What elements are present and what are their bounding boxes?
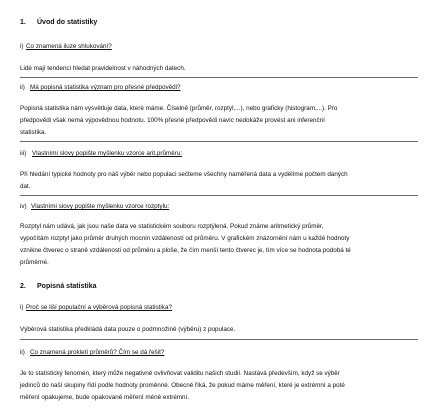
section-2-title: Popisná statistika — [37, 283, 97, 290]
answer-3-line-1: Při hledání typické hodnoty pro náš výběr nebo populaci sečteme všechny naměřená data a vydělíme počtem daných — [20, 171, 348, 178]
answer-6-line-1: Je to statistický fenomén, který může negativně ovlivňovat validitu našich studií. Nastává především, když se výběr — [20, 370, 340, 377]
question-2: Má popisná statistika význam pro přesné předpovědi? — [30, 84, 181, 91]
answer-4-line-3: vznikne čtverec o straně vzdálenosti od průměru a ploše, že čím menší tento čtverec je, tím více se hodnota podobá té — [20, 247, 351, 254]
answer-6-line-2: jedinců do naší skupiny řídí podle hodnoty proměnné. Obecně říká, že pokud máme měření, které je extrémní a poté — [20, 382, 345, 389]
question-1: Co znamená iluze shlukování? — [26, 43, 112, 50]
answer-2-line-2: předpovědi však nemá výpovědnou hodnotu. 100% přesné předpovědi navíc nedokáže provést ani inferenční — [20, 117, 325, 124]
section-2-number: 2. — [20, 283, 26, 290]
separator-line — [20, 77, 418, 78]
question-3: Vlastními slovy popište myšlenku vzorce arit.průměru: — [32, 150, 183, 157]
answer-2-line-1: Popisná statistika nám vysvětluje data, které máme. Číselně (průměr, rozptyl,...), nebo graficky (histogram,...). Pro — [20, 105, 338, 112]
answer-6-line-3: měření opakujeme, bude opakované měření méně extrémní. — [20, 394, 190, 401]
answer-3-line-2: dat. — [20, 183, 31, 190]
question-4: Vlastními slovy popište myšlenku vzorce rozptylu: — [31, 203, 170, 210]
question-5-label: i) — [20, 304, 24, 311]
separator-line — [20, 141, 418, 142]
answer-4-line-1: Rozptyl nám udává, jak jsou naše data ve statistickém souboru rozptýlená. Pokud známe aritmetický průměr, — [20, 223, 324, 230]
answer-4-line-4: průměrné. — [20, 259, 49, 266]
question-6: Co znamená prokletí průměrů? Čím se dá řešit? — [30, 349, 165, 356]
section-1-number: 1. — [20, 19, 26, 26]
question-5: Proč se liší populační a výběrová popisná statistika? — [26, 304, 172, 311]
separator-line — [20, 339, 418, 340]
answer-4-line-2: vypočítám rozptyl jako průměr druhých mocnin vzdáleností od průměru. V grafickém znázornění nám u každé hodnoty — [20, 235, 350, 242]
question-2-label: ii) — [20, 84, 25, 91]
question-1-label: i) — [20, 43, 24, 50]
answer-5: Výběrová statistika předkládá data pouze o podmnožině (výběru) z populace. — [20, 326, 236, 333]
separator-line — [20, 195, 418, 196]
question-4-label: iv) — [20, 203, 27, 210]
section-1-title: Úvod do statistiky — [37, 19, 98, 26]
answer-1: Lidé mají tendenci hledat pravidelnost v náhodných datech. — [20, 65, 186, 72]
question-6-label: ii) — [20, 349, 25, 356]
question-3-label: iii) — [20, 150, 27, 157]
answer-2-line-3: statistika. — [20, 129, 47, 136]
